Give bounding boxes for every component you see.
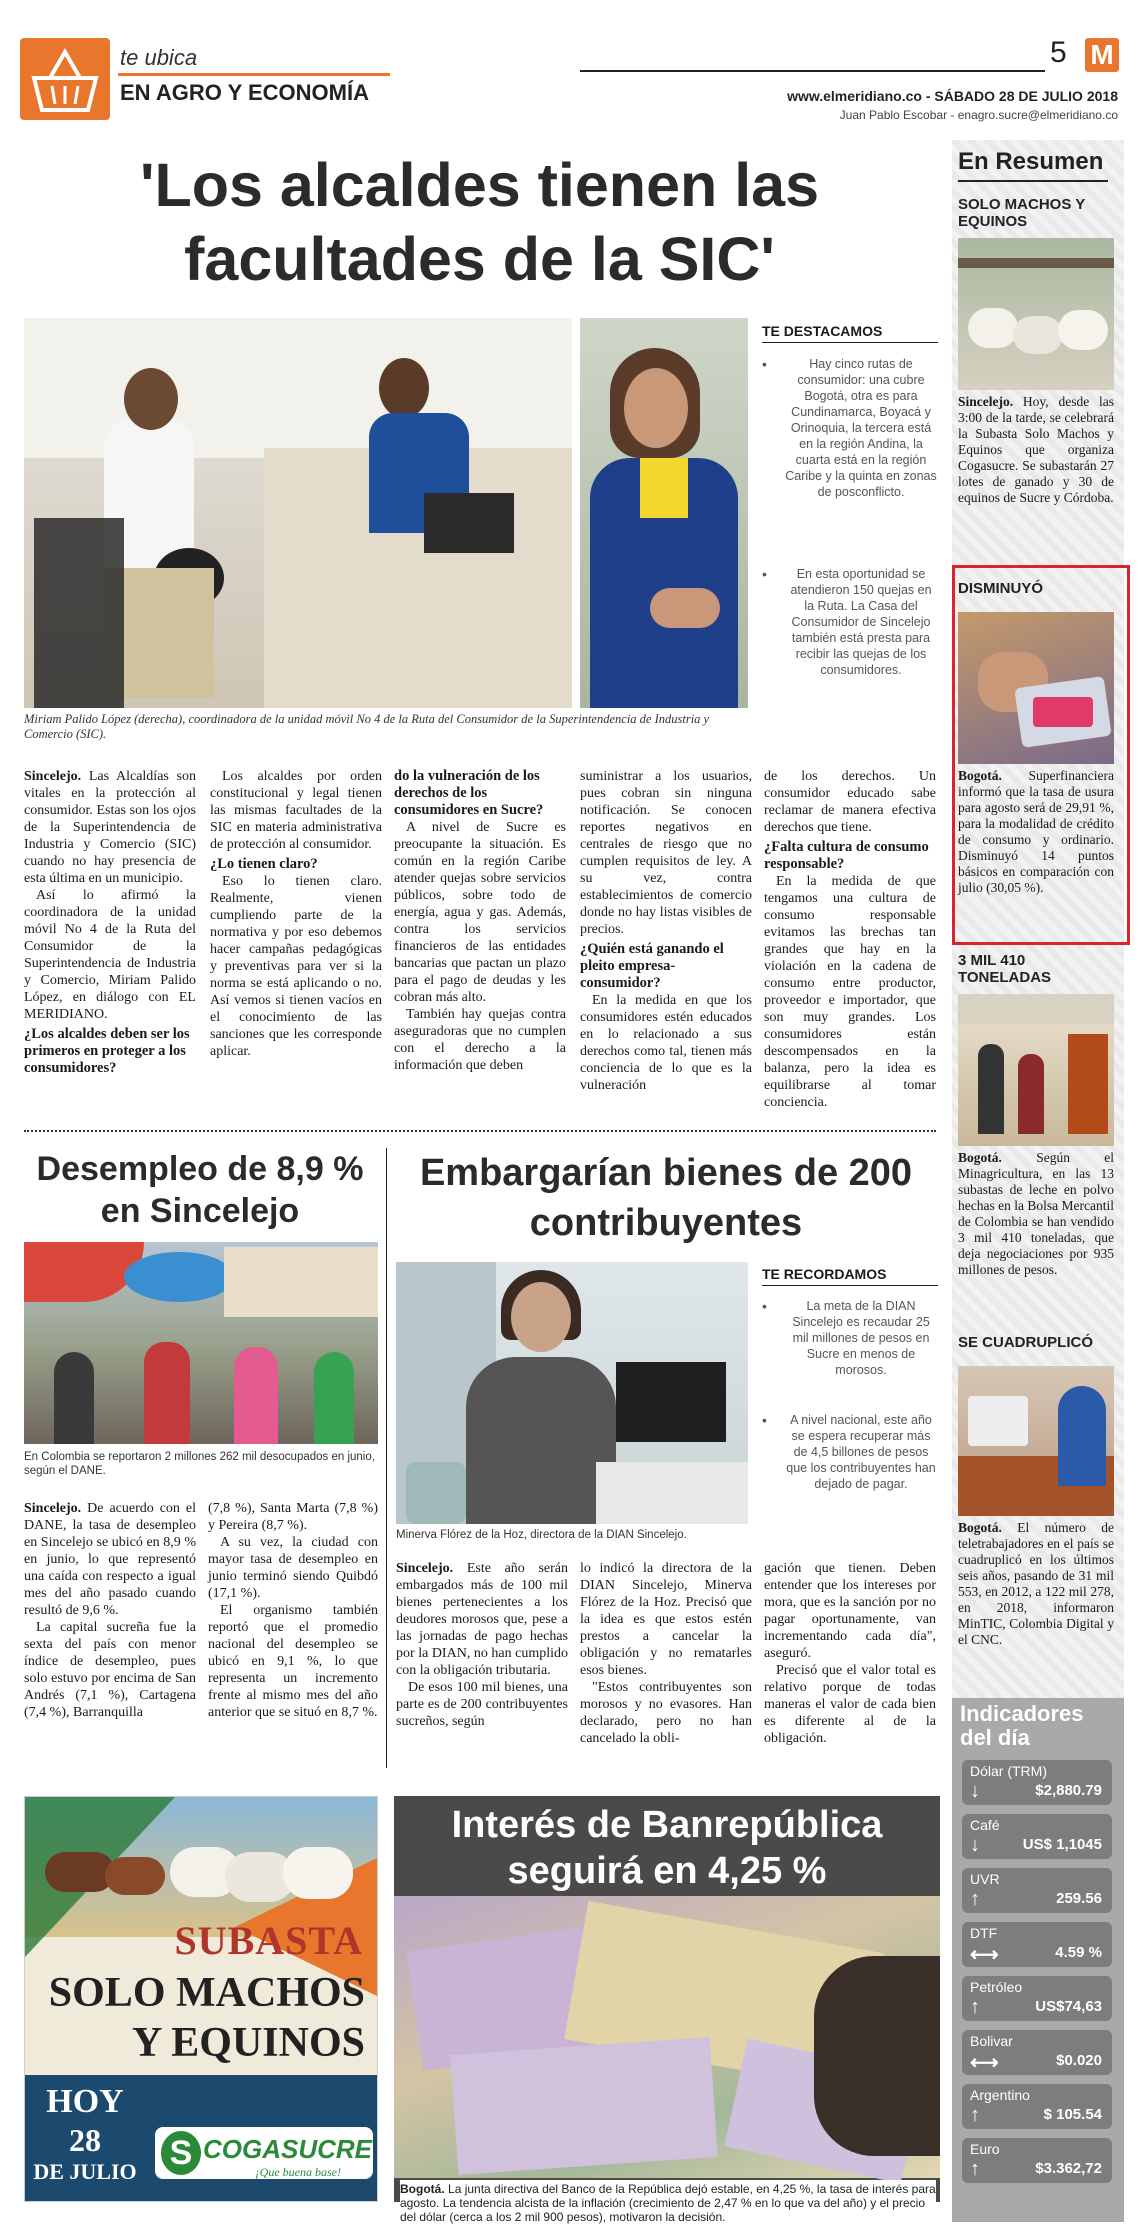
arrow-up-icon: ↑ (970, 1996, 980, 2018)
section-title: EN AGRO Y ECONOMÍA (120, 80, 369, 105)
bullet-icon: • (762, 1412, 767, 1428)
arrow-up-icon: ↑ (970, 2104, 980, 2126)
embargo-caption: Minerva Flórez de la Hoz, directora de la DIAN Sincelejo. (396, 1529, 687, 1541)
sidebar-photo-auction (958, 994, 1114, 1146)
sidebar-item-body: Bogotá. El número de teletrabajadores en el país se cuadruplicó en los últimos seis años, pasando de 31 mil 553, en 2012, a 122 mil 278, en 2018, informaron MinTIC, Colombia Digital y el CNC. (958, 1520, 1115, 1647)
recordamos-bullet-1: • La meta de la DIAN Sincelejo es recaudar 25 mil millones de pesos en Sucre en menos de morosos. (762, 1298, 930, 1377)
destacamos-bullet-2: • En esta oportunidad se atendieron 150 quejas en la Ruta. La Casa del Consumidor de Sincelejo también está presta para recibir las quejas de los consumidores. (762, 566, 932, 677)
sidebar-photo-card (958, 612, 1114, 764)
sidebar-item-head: 3 MIL 410 TONELADAS (958, 952, 1052, 986)
article-paragraph: "Estos contribuyentes son morosos y no evasores. Han declarado, pero no han cancelado la obli- (580, 1680, 752, 1746)
article-paragraph: De esos 100 mil bienes, una parte es de 200 contribuyentes sucreños, según (396, 1680, 568, 1729)
arrow-down-icon: ↓ (970, 1834, 980, 1856)
ad-tagline: ¡Que buena base! (255, 2165, 341, 2179)
indicator-petroleo: Petróleo ↑ US$74,63 (962, 1976, 1112, 2021)
arrow-up-icon: ↑ (970, 1888, 980, 1910)
embargo-headline: Embargarían bienes de 200 contribuyentes (419, 1152, 913, 1244)
interview-question: ¿Los alcaldes deben ser los primeros en proteger a los consumidores? (24, 1026, 190, 1076)
article-paragraph: De acuerdo con el DANE, la tasa de desempleo en Sincelejo se ubicó en 8,9 % en junio, lo que representó una caída con respecto a igual mes del año pasado cuando resultó de 9,6 %. (24, 1501, 197, 1618)
divider (386, 1148, 387, 1768)
article-paragraph: Precisó que el valor total es relativo porque de todas maneras el valor de cada bien es diferente al de la obligación. (764, 1663, 936, 1746)
basket-icon (20, 38, 110, 120)
desempleo-caption: En Colombia se reportaron 2 millones 262 mil desocupados en junio, según el DANE. (24, 1451, 375, 1477)
arrow-both-icon: ⟷ (970, 1944, 999, 1966)
article-paragraph: lo indicó la directora de la DIAN Sincelejo, Minerva Flórez de la Hoz. Precisó que la idea es que estos estén prestos a cancelar la obligación y no rematarles esos bienes. (580, 1561, 752, 1678)
section-small-label: te ubica (120, 45, 198, 70)
article-paragraph: El organismo también reportó que el promedio nacional del desempleo se ubicó en 9,1 %, lo que representa un incremento frente al mismo mes del año anterior que se situó en 8,7 %. (208, 1603, 378, 1720)
ad-day: 28 (69, 2122, 101, 2158)
article-paragraph: Eso lo tienen claro. Realmente, vienen cumpliendo parte de la normativa y por eso debemos hacer campañas pedagógicas y preventivas para ver si la norma se está aplicando o no. Así vemos si tienen vacíos en el conocimiento de las sanciones que les corresponde aplicar. (210, 874, 382, 1059)
destacamos-title: TE DESTACAMOS (762, 323, 883, 339)
main-photo-coordinator (580, 318, 748, 708)
ad-line-1: SUBASTA (174, 1918, 363, 1963)
indicator-dtf: DTF ⟷ 4.59 % (962, 1922, 1112, 1967)
indicators-title: Indicadores del día (960, 1701, 1084, 1750)
main-photo-office (24, 318, 572, 708)
article-paragraph: de los derechos. Un consumidor educado sabe reclamar de manera efectiva derechos que tiene. (764, 769, 936, 835)
ad-line-3: Y EQUINOS (132, 2020, 365, 2066)
article-paragraph: (7,8 %), Santa Marta (7,8 %) y Pereira (8,7 %). (208, 1501, 378, 1533)
embargo-photo (396, 1262, 748, 1524)
indicator-bolivar: Bolivar ⟷ $0.020 (962, 2030, 1112, 2075)
desempleo-photo (24, 1242, 378, 1444)
article-paragraph: En la medida de que tengamos una cultura de consumo responsable evitamos las brechas tan grandes que hay en la violación en la cadena de consumo entre productor, proveedor e importador, que son muy grandes. Los consumidores están descompensados en la balanza, pero la idea es equilibrarse al tomar conciencia. (764, 874, 936, 1110)
article-paragraph: En la medida en que los consumidores estén educados en lo relacionado a sus derechos como tal, tienen más conciencia de lo que es la vulneración (580, 993, 752, 1093)
desempleo-headline: Desempleo de 8,9 % en Sincelejo (36, 1150, 364, 1230)
main-photo-caption: Miriam Palido López (derecha), coordinadora de la unidad móvil No 4 de la Ruta del Consumidor de la Superintendencia de Industria y Comercio (SIC). (24, 712, 710, 741)
article-paragraph: Las Alcaldías son vitales en la protección al consumidor. Estas son los ojos de la Superintendencia de Industria y Comercio (SIC) cuando no hay presencia de esta última en un municipio. (24, 769, 197, 886)
dateline: Sincelejo. (24, 1501, 82, 1516)
cogasucre-s-icon: S (161, 2131, 201, 2175)
divider (24, 1130, 936, 1132)
subasta-ad (24, 1796, 378, 2202)
interes-headline: Interés de Banrepública seguirá en 4,25 % (451, 1804, 883, 1892)
indicator-argentino: Argentino ↑ $ 105.54 (962, 2084, 1112, 2129)
interview-question: do la vulneración de los derechos de los consumidores en Sucre? (394, 768, 544, 818)
indicator-uvr: UVR ↑ 259.56 (962, 1868, 1112, 1913)
sidebar-title: En Resumen (958, 148, 1104, 175)
ad-hoy: HOY (46, 2083, 124, 2120)
arrow-both-icon: ⟷ (970, 2052, 999, 2074)
indicator-euro: Euro ↑ $3.362,72 (962, 2138, 1112, 2183)
article-paragraph: A su vez, la ciudad con mayor tasa de desempleo en junio terminó siendo Quibdó (17,1 %). (208, 1535, 378, 1601)
ad-brand: COGASUCRE (203, 2134, 373, 2164)
recordamos-title: TE RECORDAMOS (762, 1266, 887, 1282)
recordamos-bullet-2: • A nivel nacional, este año se espera recuperar más de 4,5 billones de pesos que los contribuyentes han dejado de pagar. (762, 1412, 936, 1491)
bullet-icon: • (762, 356, 767, 372)
sidebar-item-body: Bogotá. Superfinanciera informó que la tasa de usura para agosto será de 29,91 %, para la modalidad de crédito de consumo y ordinario. Disminuyó 14 puntos básicos en comparación con julio (30,05 %). (958, 768, 1114, 895)
sidebar-item-head: DISMINUYÓ (958, 580, 1044, 597)
newspaper-logo: M (1085, 38, 1119, 72)
interview-question: ¿Falta cultura de consumo responsable? (764, 839, 929, 872)
article-paragraph: También hay quejas contra aseguradoras que no cumplen con el derecho a la información que deben (394, 1007, 566, 1073)
indicator-cafe: Café ↓ US$ 1,1045 (962, 1814, 1112, 1859)
section-logo (20, 38, 110, 120)
sidebar-photo-cattle (958, 238, 1114, 390)
arrow-down-icon: ↓ (970, 1780, 980, 1802)
sidebar-item-body: Sincelejo. Hoy, desde las 3:00 de la tarde, se celebrará la Subasta Solo Machos y Equinos que organiza Cogasucre. Se subastarán 27 lotes de ganado y 30 de equinos de Sucre y Córdoba. (958, 394, 1114, 505)
article-paragraph: La capital sucreña fue la sexta del país con menor índice de desempleo, pues solo estuvo por encima de San Andrés (7,1 %), Cartagena (7,4 %), Barranquilla (24, 1620, 196, 1720)
dateline: Sincelejo. (396, 1561, 454, 1576)
main-headline: 'Los alcaldes tienen las facultades de la SIC' (139, 151, 819, 293)
article-paragraph: suministrar a los usuarios, pues cobran sin ninguna notificación. Se conocen reportes negativos en centrales de riesgo que no cumplen requisitos de ley. A su vez, contra establecimientos de comercio donde no hay listas visibles de precios. (580, 769, 752, 937)
bullet-icon: • (762, 1298, 767, 1314)
interes-caption: Bogotá. La junta directiva del Banco de la República dejó estable, en 4,25 %, la tasa de interés para agosto. La tendencia alcista de la inflación (crecimiento de 2,47 % en lo que va del año) y el precio del dólar (cerca a los 2 mil 900 pesos), motivaron la decisión. (400, 2182, 936, 2224)
page-number: 5 (1050, 36, 1067, 69)
article-paragraph: Así lo afirmó la coordinadora de la unidad móvil No 4 de la Ruta del Consumidor de la Superintendencia de Industria y Comercio, Miriam Palido López, en diálogo con EL MERIDIANO. (24, 888, 196, 1022)
article-paragraph: Este año serán embargados más de 100 mil bienes pertenecientes a los deudores morosos que, pese a las jornadas de pago hechas por la DIAN, no han cumplido con la obligación tributaria. (396, 1561, 569, 1678)
bullet-icon: • (762, 566, 767, 582)
ad-month: DE JULIO (33, 2159, 137, 2184)
sidebar-item-body: Bogotá. Según el Minagricultura, en las 13 subastas de leche en polvo hechas en la Bolsa Mercantil de Colombia se han vendido 3 mil 410 toneladas, que deja negociaciones por 935 millones de pesos. (958, 1150, 1114, 1277)
indicator-dolar: Dólar (TRM) ↓ $2,880.79 (962, 1760, 1112, 1805)
dateline: Sincelejo. (24, 769, 82, 784)
sidebar-photo-telework (958, 1366, 1114, 1516)
article-paragraph: A nivel de Sucre es preocupante la situación. Es común en la región Caribe atender quejas sobre servicios públicos, sobre todo de energía, agua y gas. Además, contra los servicios financieros de las entidades bancarias que pactan un plazo para el pago de deudas y les cobran más alto. (394, 820, 566, 1005)
ad-line-2: SOLO MACHOS (48, 1970, 365, 2016)
destacamos-bullet-1: • Hay cinco rutas de consumidor: una cubre Bogotá, otra es para Cundinamarca, Boyacá y Orinoquia, la tercera está en la región Andina, la cuarta está en la región Caribe y la quinta en zonas de posconflicto. (762, 356, 937, 499)
interview-question: ¿Quién está ganando el pleito empresa-consumidor? (580, 941, 724, 991)
article-paragraph: Los alcaldes por orden constitucional y legal tienen las mismas facultades de la SIC en materia administrativa de protección al consumidor. (210, 769, 382, 852)
arrow-up-icon: ↑ (970, 2158, 980, 2180)
article-paragraph: gación que tienen. Deben entender que los intereses por mora, que es la sanción por no pagar oportunamente, van incrementando cada día", aseguró. (764, 1561, 936, 1661)
author-line: Juan Pablo Escobar - enagro.sucre@elmeridiano.co (839, 108, 1118, 122)
sidebar-item-head: SOLO MACHOS Y EQUINOS (958, 196, 1085, 230)
sidebar-item-head: SE CUADRUPLICÓ (958, 1334, 1094, 1351)
site-date-line: www.elmeridiano.co - SÁBADO 28 DE JULIO 2018 (787, 88, 1118, 104)
interview-question: ¿Lo tienen claro? (210, 856, 318, 872)
